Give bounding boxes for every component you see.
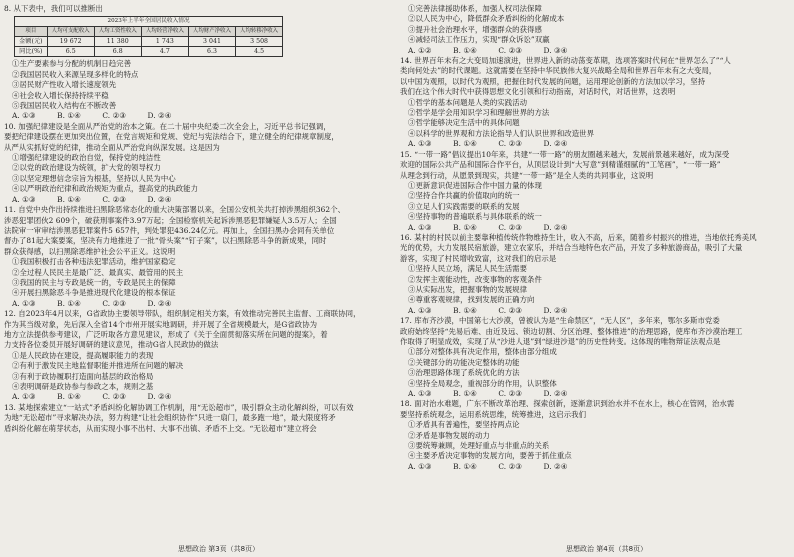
text-line: ④表明调研是政协参与参政之本，规则之基: [12, 382, 154, 391]
text-line: ④尊重客观规律，找到发展的正确方向: [408, 295, 535, 305]
text-line: ②有利于激发民主地监督职能并推进所在问题的解决: [12, 361, 184, 371]
text-line: 作为其当级对象，先后深入全省14个市州开展实地调研，并开展了全省规模最大，是G省政协为: [4, 319, 318, 329]
table-header-cell: 人均经营净收入: [141, 27, 188, 37]
question-14: [400, 56, 788, 139]
text-line: ②以党的政治建设为统领，扩大党的领导权力: [12, 163, 161, 173]
text-line: 地方立法提供参考建议，广泛听取各方意见建议，形成了《关于全面贯彻落实所在问题的提案》，着: [4, 329, 328, 339]
text-line: ②哲学是学会用知识学习和理解世界的方法: [408, 108, 550, 118]
table-cell: 3 041: [188, 37, 235, 47]
text-line: ②发挥主观能动性，改变事物的客观条件: [408, 274, 542, 284]
text-line: ①完善法律援助体系，加强人权司法保障: [408, 4, 542, 13]
question-12: [4, 309, 386, 392]
table-header-cell: 人均工资性收入: [94, 27, 141, 37]
text-line: 14. 世界百年未有之大变局加速演进，世界进入新的动荡变革期，选项答案时代何在“世界怎么了”“人: [400, 56, 731, 66]
text-line: 要坚持系统观念，运用系统思维，统筹推进，这启示我们: [400, 409, 587, 419]
table-caption: 2023年上半年全国居民收入情况: [15, 17, 283, 27]
text-line: ②全过程人民民主是最广泛、最真实、最管用的民主: [12, 267, 184, 277]
q17-options: A. ①③ B. ①④ C. ②③ D. ②④: [408, 389, 568, 399]
text-line: ②坚持合作共赢的价值取向的统一: [408, 191, 520, 201]
text-line: ③从实际出发，把握事物的发展规律: [408, 284, 528, 294]
text-line: 督办了81起大案要案，坚决有力地推进了一批“骨头案”“钉子案”，以扫黑除恶斗争的新成果，同时: [4, 236, 327, 246]
table-cell: 3 508: [236, 37, 283, 47]
table-row: [15, 47, 283, 57]
text-line: ④以科学的世界观和方法论指导人们认识世界和改造世界: [408, 128, 595, 138]
text-line: ①更新意识促进国际合作中国力量的体现: [408, 180, 542, 190]
text-line: 16. 某村的村民以前主要靠种植传统作物维持生计，收入不高，后来，随着乡村振兴的推进，当地依托秀美风: [400, 232, 757, 242]
q13-options: A. ①② B. ①④ C. ②③ D. ③④: [408, 45, 568, 55]
table-header-cell: 人均可支配收入: [47, 27, 94, 37]
text-line: ③居民财产性收入增长速度领先: [12, 80, 117, 90]
text-line: 光的优势，大力发展民宿旅游，建立农家乐，并结合当地特色农产品，开发了多种旅游商品，吸引了大量: [400, 243, 743, 253]
q8-choices: [4, 59, 386, 111]
q8-options: A. ①③ B. ①④ C. ②③ D. ②④: [12, 111, 172, 121]
question-10: [4, 122, 386, 195]
text-line: ①增强纪律建设的政治自觉，保持党的纯洁性: [12, 153, 161, 163]
text-line: ②以人民为中心，降低群众矛盾纠纷的化解成本: [408, 14, 565, 24]
text-line: ①我国积极打击各种违法犯罪活动，维护国家稳定: [12, 257, 176, 267]
footer-page-4: 思想政治 第4页（共8页）: [566, 545, 648, 553]
text-line: ④开展扫黑除恶斗争是推进现代化建设的根本保证: [12, 288, 176, 298]
text-line: 欢迎的国际公共产品和国际合作平台，从顶层设计到“大写意”到精谨细腻的“工笔画”，“一带一路”: [400, 160, 721, 170]
question-17: [400, 316, 788, 389]
text-line: 11. 自党中央作出持续推进扫黑除恶常态化的重大决策部署以来，全国公安机关共打掉涉黑组织362个、: [4, 205, 346, 215]
text-line: ①矛盾具有普遍性，要坚持两点论: [408, 420, 520, 430]
q15-options: A. ①③ B. ①④ C. ②③ D. ②④: [408, 222, 568, 232]
text-line: 群众获得感，以扫黑除恶维护社会公平正义。这说明: [4, 246, 176, 256]
text-line: 法院审一审审结涉黑恶犯罪案件5 657件，判处罪犯436.24亿元。再加上，全国扫黑办会同有关单位: [4, 225, 335, 235]
text-line: 涉恶犯罪团伙2 609个，破获刑事案件3.97万起；全国检察机关起诉涉黑恶犯罪嫌疑人3.5万人；全国: [4, 215, 337, 225]
text-line: 盾纠纷化解在萌芽状态，从而实现小事不出村、大事不出镇、矛盾不上交。“无讼超市”建立将会: [4, 423, 317, 433]
table-header-cell: 项目: [15, 27, 48, 37]
text-line: ③要统筹兼顾，处理好重点与非重点的关系: [408, 441, 550, 451]
question-16: [400, 233, 788, 306]
text-line: 政府始终坚持“先易后难、由近及远、锁边切割、分区治理、整体推进”的治理思路，使库布齐沙漠治理工: [400, 326, 743, 336]
text-line: ①坚持人民立场，满足人民生活需要: [408, 264, 528, 274]
table-cell: 19 672: [47, 37, 94, 47]
text-line: 以中国为观照，以时代为观照，把握住时代发展的问题，运用理论创新的方法加以学习，坚持: [400, 76, 706, 86]
table-cell: 6.8: [94, 47, 141, 57]
text-line: 从理念到行动，从愿景到现实，共建“一带一路”是全人类的共同事业，这说明: [400, 170, 654, 180]
table-row: [15, 37, 283, 47]
text-line: ②关键部分的功能决定整体的功能: [408, 357, 520, 367]
q14-options: A. ①③ B. ①④ C. ②③ D. ②④: [408, 139, 568, 149]
table-body: [15, 37, 283, 57]
text-line: 13. 某地探索建立“一站式”矛盾纠纷化解协调工作机制，用“无讼超市”，吸引群众主动化解纠纷，可以有效: [4, 402, 354, 412]
q8-intro: 8. 从下表中，我们可以推断出: [4, 4, 103, 13]
table-cell: 同比(%): [15, 47, 48, 57]
text-line: ③有利于政协履职打造面向基层的政治格局: [12, 371, 154, 381]
right-column: [400, 4, 788, 543]
text-line: 15. “一带一路”倡议提出10年来，共建“一带一路”的朋友圈越来越大，发展前景越来越好，成为深受: [400, 149, 730, 159]
question-13-continued: [400, 4, 788, 46]
text-line: ③我国的民主与专政是统一的，专政是民主的保障: [12, 277, 176, 287]
question-13: [4, 403, 386, 434]
text-line: 10. 加强纪律建设是全面从严治党的治本之策。在二十届中央纪委二次全会上，习近平总书记强调，: [4, 121, 331, 131]
text-line: 类向何处去”的时代课题。这就需要在坚持中华民族伟大复兴战略全局和世界百年未有之大变局，: [400, 66, 717, 76]
text-line: ④社会收入增长保持持续平稳: [12, 90, 109, 100]
text-line: ③以坚定理想信念宗旨为根基，坚持以人民为中心: [12, 173, 176, 183]
text-line: 游客，实现了村民增收致富，这对我们的启示是: [400, 253, 557, 263]
text-line: ②矛盾是事物发展的动力: [408, 430, 490, 440]
text-line: ④减轻司法工作压力，实现“群众诉讼”双赢: [408, 35, 550, 45]
table-header-cell: 人均转移净收入: [236, 27, 283, 37]
text-line: ③提升社会治理水平，增强群众的获得感: [408, 24, 542, 34]
table-cell: 6.3: [188, 47, 235, 57]
text-line: ④以严明政治纪律和政治规矩为重点，提高党的执政能力: [12, 184, 199, 194]
text-line: ⑤我国居民收入结构在不断改善: [12, 101, 117, 111]
text-line: ④坚持事物的普遍联系与具体联系的统一: [408, 212, 542, 222]
table-cell: 4.5: [236, 47, 283, 57]
text-line: 17. 库布齐沙漠，中国第七大沙漠，曾被认为是“生命禁区”，“无人区”，多年来，鄂尔多斯市党委: [400, 316, 720, 326]
text-line: ④坚持全局观念，重视部分的作用，认识整体: [408, 378, 557, 388]
q12-options: A. ①③ B. ①④ C. ②③ D. ②④: [12, 392, 172, 402]
text-line: ②我国居民收入来源呈现多样化的特点: [12, 69, 139, 79]
text-line: ①是人民政协在建设，提高履职能力的表现: [12, 350, 154, 360]
text-line: 从严从实抓好党的纪律，推动全面从严治党向纵深发展。这是因为: [4, 142, 220, 152]
text-line: 为地“无讼超市”寻求解决办法，努力构建“让社会组织协作”只进一扇门，最多跑一地”，最大限度将矛: [4, 413, 336, 423]
text-line: ①生产要素参与分配的机制日趋完善: [12, 59, 132, 69]
text-line: ③治理思路体现了系统优化的方法: [408, 368, 520, 378]
text-line: ③立足人们实践需要的联系的发展: [408, 201, 520, 211]
q11-options: A. ①③ B. ①④ C. ②③ D. ②④: [12, 298, 172, 308]
table-cell: 1 743: [141, 37, 188, 47]
text-line: 我们在这个伟大时代中获得思想文化引领和行动指南，对话时代，对话世界，这表明: [400, 87, 676, 97]
table-cell: 4.7: [141, 47, 188, 57]
footer-page-3: 思想政治 第3页（共8页）: [178, 545, 260, 553]
text-line: 12. 自2023年4月以来，G省政协主要领导带队，组织制定相关方案，有效推动完善民主监督、工商联协同，: [4, 309, 361, 319]
q16-options: A. ①③ B. ①④ C. ②③ D. ②④: [408, 305, 568, 315]
table-cell: 金额(元): [15, 37, 48, 47]
question-11: [4, 205, 386, 299]
text-line: 力支持各位委员开展好调研的建议意见，推动G省人民政协的做法: [4, 340, 219, 350]
question-15: [400, 150, 788, 223]
q18-options: A. ①③ B. ①④ C. ②③ D. ②④: [408, 461, 568, 471]
q10-options: A. ①③ B. ①④ C. ②③ D. ②④: [12, 194, 172, 204]
text-line: ①哲学的基本问题是人类的实践活动: [408, 97, 528, 107]
text-line: 18. 面对治水难题，广东不断改革治理、探索创新，逐渐意识到治水并不在水上，核心在管网，治水需: [400, 399, 735, 409]
text-line: 要把纪律建设摆在更加突出位置，在党言规矩和党规、党纪与宪法结合下，建立健全的纪律规章制度，: [4, 132, 339, 142]
text-line: 作取得了明显成效，实现了从“沙进人退”到“绿进沙退”的历史性转变。这体现的唯物辩证法观点是: [400, 337, 721, 346]
table-header-cell: 人均财产净收入: [188, 27, 235, 37]
text-line: ①部分对整体具有决定作用，整体由部分组成: [408, 347, 557, 357]
text-line: ④主要矛盾决定事物的发展方向，要善于抓住重点: [408, 451, 572, 461]
table-cell: 11 380: [94, 37, 141, 47]
table-cell: 6.5: [47, 47, 94, 57]
table-header-row: [15, 27, 283, 37]
question-18: [400, 399, 788, 461]
left-column: [4, 4, 386, 543]
income-table: [14, 16, 283, 57]
text-line: ③哲学能够决定生活中的具体问题: [408, 118, 520, 128]
